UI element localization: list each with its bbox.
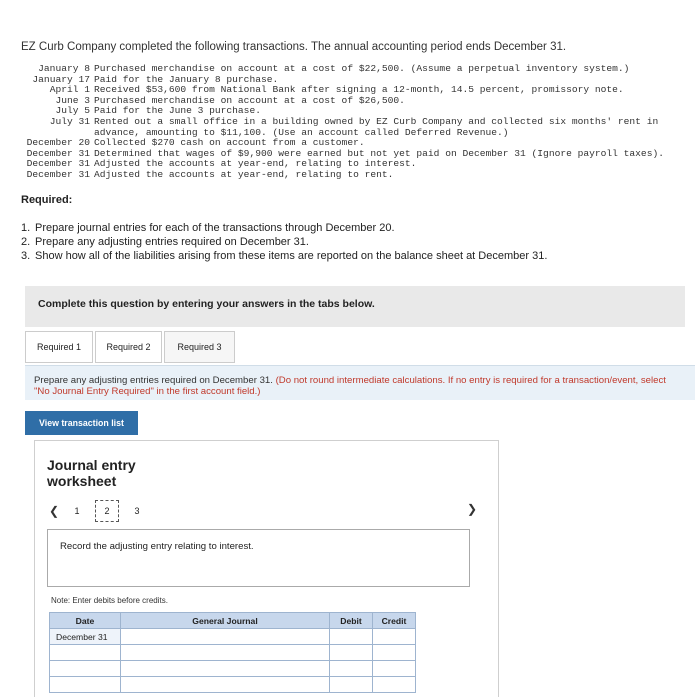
- column-header-general-journal: General Journal: [121, 613, 330, 629]
- debit-cell[interactable]: [330, 661, 373, 677]
- transaction-row: December 31 Adjusted the accounts at year-end, relating to interest.: [26, 158, 417, 170]
- debit-cell[interactable]: [330, 629, 373, 645]
- column-header-date: Date: [50, 613, 121, 629]
- required-item: 2. Prepare any adjusting entries required on December 31.: [21, 236, 309, 248]
- table-row: [50, 629, 416, 645]
- instruction-box: [25, 365, 695, 400]
- page-1-button[interactable]: 1: [74, 506, 80, 516]
- transaction-row: December 20 Collected $270 cash on account from a customer.: [26, 137, 365, 149]
- table-row: [50, 661, 416, 677]
- account-cell[interactable]: [121, 629, 330, 645]
- problem-intro: EZ Curb Company completed the following transactions. The annual accounting period ends December 31.: [21, 41, 567, 53]
- entry-description-box: [47, 529, 470, 587]
- chevron-right-icon[interactable]: ❯: [467, 502, 478, 516]
- tab-required-3[interactable]: Required 3: [164, 331, 235, 363]
- column-header-debit: Debit: [330, 613, 373, 629]
- required-heading: Required:: [21, 194, 73, 206]
- instruction-text: Prepare any adjusting entries required on December 31. (Do not round intermediate calculations. If no entry is required for a transaction/event, select "No Journal Entry Required" in the first account field.): [34, 375, 666, 397]
- transaction-row: April 1 Received $53,600 from National Bank after signing a 12-month, 14.5 percent, promissory note.: [49, 84, 624, 96]
- transaction-row: December 31 Determined that wages of $9,900 were earned but not yet paid on December 31 (Ignore payroll taxes).: [26, 147, 664, 159]
- chevron-left-icon[interactable]: ❮: [49, 504, 60, 518]
- table-row: [50, 677, 416, 693]
- tab-bar: [25, 331, 237, 363]
- view-transaction-list-button[interactable]: View transaction list: [25, 411, 138, 435]
- panel-title: Complete this question by entering your answers in the tabs below.: [38, 298, 375, 310]
- journal-table: [49, 612, 416, 693]
- transaction-row: July 31 Rented out a small office in a building owned by EZ Curb Company and collected six months' rent in advance, amounting to $11,100. (Use an account called Deferred Revenue.): [49, 115, 664, 138]
- credit-cell[interactable]: [373, 661, 416, 677]
- instruction-note: (Do not round intermediate calculations. If no entry is required for a transaction/event, select "No Journal Entry Required" in the first account field.): [34, 375, 666, 397]
- worksheet-pager: [49, 500, 149, 522]
- credit-cell[interactable]: [373, 677, 416, 693]
- debits-note: Note: Enter debits before credits.: [51, 596, 168, 605]
- journal-entry-worksheet: [34, 440, 499, 697]
- entry-description: Record the adjusting entry relating to interest.: [60, 541, 254, 552]
- credit-cell[interactable]: [373, 645, 416, 661]
- required-list: [21, 221, 547, 263]
- date-cell[interactable]: [50, 661, 121, 677]
- tab-required-1[interactable]: Required 1: [25, 331, 93, 363]
- account-cell[interactable]: [121, 645, 330, 661]
- tab-required-2[interactable]: Required 2: [95, 331, 162, 363]
- column-header-credit: Credit: [373, 613, 416, 629]
- date-cell[interactable]: December 31: [50, 629, 121, 645]
- date-cell[interactable]: [50, 645, 121, 661]
- transaction-row: December 31 Adjusted the accounts at year-end, relating to rent.: [26, 168, 394, 180]
- date-cell[interactable]: [50, 677, 121, 693]
- page-3-button[interactable]: 3: [134, 506, 140, 516]
- required-item: 3. Show how all of the liabilities arising from these items are reported on the balance sheet at December 31.: [21, 250, 548, 262]
- transaction-list: [18, 64, 674, 181]
- transaction-row: June 3 Purchased merchandise on account at a cost of $26,500.: [55, 94, 405, 106]
- worksheet-title: Journal entry worksheet: [47, 457, 136, 489]
- account-cell[interactable]: [121, 677, 330, 693]
- credit-cell[interactable]: [373, 629, 416, 645]
- table-row: [50, 645, 416, 661]
- page-2-button[interactable]: 2: [95, 500, 119, 522]
- debit-cell[interactable]: [330, 645, 373, 661]
- transaction-row: January 17 Paid for the January 8 purchase.: [32, 73, 279, 85]
- account-cell[interactable]: [121, 661, 330, 677]
- debit-cell[interactable]: [330, 677, 373, 693]
- instructions-panel: [25, 286, 685, 327]
- required-item: 1. Prepare journal entries for each of the transactions through December 20.: [21, 222, 395, 234]
- transaction-row: January 8 Purchased merchandise on account at a cost of $22,500. (Assume a perpetual inventory system.): [38, 63, 630, 74]
- transaction-row: July 5 Paid for the June 3 purchase.: [55, 105, 261, 117]
